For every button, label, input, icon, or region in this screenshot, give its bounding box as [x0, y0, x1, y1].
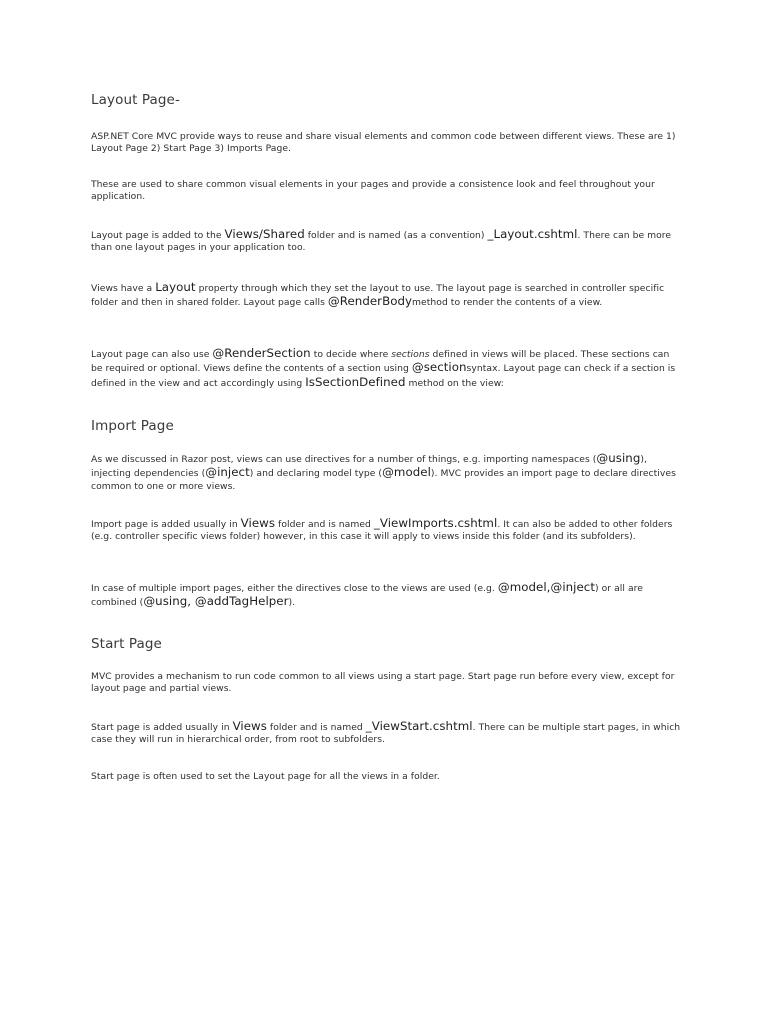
keyword-views: Views	[240, 516, 276, 530]
keyword-issectiondefined: IsSectionDefined	[305, 374, 406, 389]
keyword-section: @section	[411, 360, 467, 375]
para-import-location: Import page is added usually in Views folder and is named _ViewImports.cshtml. It can also be added to other folders (e.g. controller specific views folder) however, in this case it will apply to views inside this folder (and its subfolders).	[91, 516, 673, 543]
heading-start-page: Start Page	[91, 636, 162, 652]
heading-import-page: Import Page	[91, 418, 174, 434]
para-import-multiple: In case of multiple import pages, either the directives close to the views are used (e.g. @model,@inject) or all are combined (@using, @addTagHelper).	[91, 580, 643, 609]
keyword-model: @model	[382, 465, 431, 480]
para-layout-intro: ASP.NET Core MVC provide ways to reuse and share visual elements and common code between different views. These are 1) Layout Page 2) Start Page 3) Imports Page.	[91, 131, 676, 155]
para-layout-sections: Layout page can also use @RenderSection to decide where sections defined in views will be placed. These sections can be required or optional. Views define the contents of a section using @sectionsyntax. Layout page can check if a section is defined in the view and act accordingly using IsSectionDefined method on the view:	[91, 346, 676, 389]
keyword-viewimports-cshtml: _ViewImports.cshtml	[373, 516, 498, 530]
para-start-location: Start page is added usually in Views folder and is named _ViewStart.cshtml. There can be multiple start pages, in which case they will run in hierarchical order, from root to subfolders.	[91, 719, 681, 746]
keyword-layout-cshtml: _Layout.cshtml	[487, 227, 578, 241]
keyword-views-start: Views	[232, 719, 267, 733]
keyword-inject: @inject	[205, 465, 250, 480]
keyword-renderbody: @RenderBody	[327, 294, 413, 309]
keyword-layout: Layout	[155, 280, 196, 294]
keyword-using-addtaghelper: @using, @addTagHelper	[143, 594, 289, 609]
para-layout-property: Views have a Layout property through which they set the layout to use. The layout page is searched in controller specific folder and then in shared folder. Layout page calls @RenderBodymethod to render the contents of a view.	[91, 280, 665, 309]
keyword-views-shared: Views/Shared	[224, 227, 305, 241]
heading-layout-page: Layout Page-	[91, 92, 180, 108]
keyword-using: @using	[596, 451, 641, 465]
para-layout-purpose: These are used to share common visual elements in your pages and provide a consistence look and feel throughout your application.	[91, 179, 655, 203]
keyword-model-inject: @model,@inject	[497, 580, 596, 594]
emphasis-sections: sections	[391, 349, 430, 360]
keyword-viewstart-cshtml: _ViewStart.cshtml	[365, 719, 473, 733]
para-import-intro: As we discussed in Razor post, views can use directives for a number of things, e.g. importing namespaces (@using), injecting dependencies (@inject) and declaring model type (@model). MVC provides an import page to declare directives common to one or more views.	[91, 451, 676, 492]
para-start-usage: Start page is often used to set the Layout page for all the views in a folder.	[91, 771, 440, 782]
para-layout-location: Layout page is added to the Views/Shared folder and is named (as a convention) _Layout.cshtml. There can be more than one layout pages in your application too.	[91, 227, 672, 254]
keyword-rendersection: @RenderSection	[212, 346, 311, 360]
para-start-intro: MVC provides a mechanism to run code common to all views using a start page. Start page run before every view, except for layout page and partial views.	[91, 671, 675, 695]
